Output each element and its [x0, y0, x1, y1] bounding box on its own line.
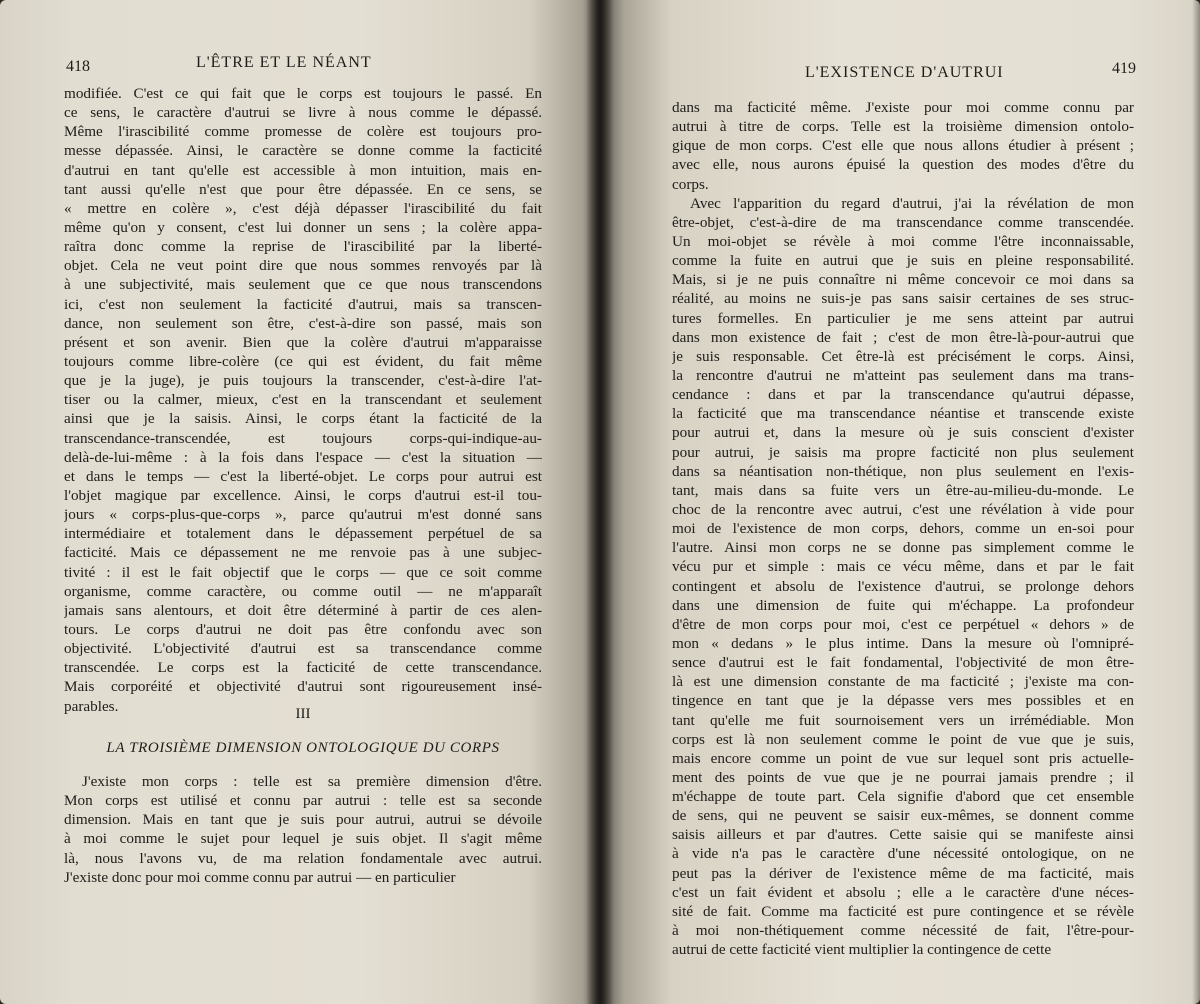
text-line: ainsi que je la saisis. Ainsi, le corps étant la facticité de la [64, 410, 542, 428]
text-line: tivité : il est le fait objectif que le corps — que ce soit comme [64, 563, 542, 581]
text-line: moi de l'existence de mon corps, dehors, comme un en-soi pour [672, 520, 1134, 538]
text-line: parables. [64, 697, 119, 715]
text-line: tingence en tant que je la dépasse vers mes possibles et en [672, 692, 1134, 710]
text-line: messe dépassée. Ainsi, le caractère se donne comme la facticité [64, 142, 542, 160]
text-line: à vide n'a pas le caractère d'une nécessité ontologique, on ne [672, 845, 1134, 863]
text-line: c'est un fait évident et absolu ; elle a le caractère d'une néces- [672, 883, 1134, 901]
text-line: là, nous l'avons vu, de ma relation fondamentale avec autrui. [64, 849, 542, 867]
text-line: objectivité. L'objectivité d'autrui est sa transcendance comme [64, 640, 542, 658]
text-line: vécu pur et simple : mais ce vécu même, dans et par le fait [672, 558, 1134, 576]
section-title: LA TROISIÈME DIMENSION ONTOLOGIQUE DU CORPS [106, 740, 500, 756]
text-line: dans sa néantisation non-thétique, non plus seulement en l'exis- [672, 462, 1134, 480]
text-line: je suis responsable. Cet être-là est précisément le corps. Ainsi, [672, 347, 1134, 365]
text-line: que je la juge), je puis toujours la transcender, c'est-à-dire l'at- [64, 372, 542, 390]
text-line: J'existe mon corps : telle est sa première dimension d'être. [82, 773, 542, 790]
text-line: avec elle, nous aurons épuisé la question des modes d'être du [672, 156, 1134, 174]
body-text [64, 84, 542, 716]
text-line: raîtra donc comme la reprise de l'irascibilité par la liberté- [64, 238, 542, 256]
text-line: à une subjectivité, mais seulement que ce que nous transcendons [64, 276, 542, 294]
text-line: de sens, qui ne peuvent se saisir eux-mêmes, se donnent comme [672, 807, 1134, 825]
text-line: corps. [672, 175, 709, 193]
text-line: delà-de-lui-même : à la fois dans l'espace — c'est la situation — [64, 448, 542, 466]
text-line: dans une dimension de fuite qui m'échappe. La profondeur [672, 596, 1134, 614]
text-line: intermédiaire et totalement dans le dépassement perpétuel de sa [64, 525, 542, 543]
text-line: facticité. Mais ce dépassement ne me renvoie pas à une subjec- [64, 544, 542, 562]
text-line: tiser ou la calmer, mieux, c'est en la transcendant et seulement [64, 391, 542, 409]
text-line: jamais sans alentours, et doit être déterminé à partir de ces alen- [64, 601, 542, 619]
text-line: J'existe donc pour moi comme connu par autrui — en particulier [64, 868, 456, 886]
text-line: transcendée. Le corps est la facticité de cette transcendance. [64, 659, 542, 677]
body-text [672, 98, 1134, 959]
text-line: pour autrui et, dans la mesure où je suis conscient d'exister [672, 424, 1134, 442]
text-line: peut pas la dériver de l'existence même de ma facticité, mais [672, 864, 1134, 882]
text-line: m'échappe de toute part. Cela signifie d'abord que cet ensemble [672, 788, 1134, 806]
text-line: dimension. Mais en tant que je suis pour autrui, autrui se dévoile [64, 811, 542, 829]
text-line: Un moi-objet se révèle à moi comme l'être inconnaissable, [672, 232, 1134, 250]
text-line: d'autrui en tant qu'elle est accessible à mon intuition, mais en- [64, 161, 542, 179]
text-line: cendance : dans et par la transcendance qu'autrui dépasse, [672, 386, 1134, 404]
text-line: la rencontre d'autrui ne m'atteint pas seulement dans ma trans- [672, 366, 1134, 384]
text-line: à moi non-thétiquement comme nécessité de fait, l'être-pour- [672, 922, 1134, 940]
text-line: Mais corporéité et objectivité d'autrui sont rigoureusement insé- [64, 678, 542, 696]
text-line: « mettre en colère », c'est déjà dépasser l'irascibilité du fait [64, 199, 542, 217]
text-line: Avec l'apparition du regard d'autrui, j'ai la révélation de mon [690, 194, 1134, 212]
text-line: présent et son avenir. Bien que la colère d'autrui m'apparaisse [64, 333, 542, 351]
text-line: comme la fuite en autrui que je suis en pleine responsabilité. [672, 252, 1134, 270]
text-line: tant qu'elle me fuit sournoisement vers un irrémédiable. Mon [672, 711, 1134, 729]
text-line: autrui de cette facticité vient multiplier la contingence de cette [672, 941, 1052, 959]
page-edge-shadow [1192, 0, 1200, 1004]
text-line: choc de la rencontre avec autrui, c'est une révélation à vide pour [672, 500, 1134, 518]
text-line: à moi comme le sujet pour lequel je suis objet. Il s'agit même [64, 830, 542, 848]
text-line: jours « corps-plus-que-corps », parce qu'autrui m'est donné sans [64, 506, 542, 524]
text-line: là est une dimension constante de ma facticité ; j'existe ma con- [672, 673, 1134, 691]
right-page [600, 0, 1200, 1004]
text-line: et dans le temps — c'est la liberté-objet. Le corps pour autrui est [64, 467, 542, 485]
text-line: transcendance-transcendée, est toujours corps-qui-indique-au- [64, 429, 542, 447]
text-line: tures formelles. En particulier je me sens atteint par autrui [672, 309, 1134, 327]
text-line: objet. Cela ne veut point dire que nous sommes renvoyés par là [64, 257, 542, 275]
text-line: pour autrui, je saisis ma propre facticité non plus seulement [672, 443, 1134, 461]
running-head: L'EXISTENCE D'AUTRUI [805, 64, 1004, 81]
text-line: organisme, comme caractère, ou comme outil — ne m'apparaît [64, 582, 542, 600]
text-line: dans mon existence de fait ; c'est de mon être-là-pour-autrui que [672, 328, 1134, 346]
text-line: l'objet magique par excellence. Ainsi, le corps d'autrui est-il tou- [64, 486, 542, 504]
page-number: 418 [66, 58, 90, 75]
text-line: saisis ailleurs et par d'autres. Cette saisie qui se manifeste ainsi [672, 826, 1134, 844]
text-line: mais encore comme un point de vue sur lequel sont pris actuelle- [672, 749, 1134, 767]
text-line: ce sens, le caractère d'autrui se livre à nous comme le dépassé. [64, 104, 542, 122]
text-line: réalité, au moins ne suis-je pas sans saisir certaines de ses struc- [672, 290, 1134, 308]
text-line: tours. Le corps d'autrui ne doit pas être confondu avec son [64, 620, 542, 638]
text-line: être-objet, c'est-à-dire de ma transcendance comme transcendée. [672, 213, 1134, 231]
running-head: L'ÊTRE ET LE NÉANT [196, 54, 372, 71]
text-line: tant, mais dans sa fuite vers un être-au-milieu-du-monde. Le [672, 481, 1134, 499]
text-line: Mon corps est utilisé et connu par autrui : telle est sa seconde [64, 792, 542, 810]
text-line: Mais, si je ne puis connaître ni même concevoir ce moi dans sa [672, 271, 1134, 289]
text-line: Même l'irascibilité comme promesse de colère est toujours pro- [64, 123, 542, 141]
text-line: tant aussi qu'elle n'est que pour être dépassée. En ce sens, se [64, 180, 542, 198]
text-line: dans ma facticité même. J'existe pour moi comme connu par [672, 99, 1134, 116]
page-number: 419 [1112, 60, 1136, 77]
text-line: mon « dedans » le plus intime. Dans la mesure où l'omnipré- [672, 634, 1134, 652]
text-line: autrui à titre de corps. Telle est la troisième dimension ontolo- [672, 118, 1134, 136]
text-line: modifiée. C'est ce qui fait que le corps est toujours le passé. En [64, 85, 542, 102]
text-line: sité de fait. Comme ma facticité est pure contingence et se révèle [672, 902, 1134, 920]
text-line: la facticité que ma transcendance néantise et transcende existe [672, 405, 1134, 423]
text-line: toujours comme libre-colère (ce qui est évident, du fait même [64, 352, 542, 370]
section-number: III [295, 706, 311, 722]
text-line: sence d'autrui est le fait fondamental, l'objectivité de mon être- [672, 654, 1134, 672]
text-line: ment des points de vue que je ne pourrai jamais prendre ; il [672, 768, 1134, 786]
text-line: ici, c'est non seulement la facticité d'autrui, mais sa transcen- [64, 295, 542, 313]
text-line: contingent et absolu de l'existence d'autrui, se prolonge dehors [672, 577, 1134, 595]
text-line: même qu'on y consent, c'est lui donner un sens ; la colère appa- [64, 218, 542, 236]
text-line: gique de mon corps. C'est elle que nous allons étudier à présent ; [672, 137, 1134, 155]
book-gutter [586, 0, 614, 1004]
text-line: dance, non seulement son être, c'est-à-dire son passé, mais son [64, 314, 542, 332]
text-line: d'être de mon corps pour moi, c'est ce perpétuel « dehors » de [672, 615, 1134, 633]
text-line: corps est là non seulement comme le point de vue que je suis, [672, 730, 1134, 748]
text-line: l'autre. Ainsi mon corps ne se donne pas simplement comme le [672, 539, 1134, 557]
body-text-after-section [64, 772, 542, 887]
